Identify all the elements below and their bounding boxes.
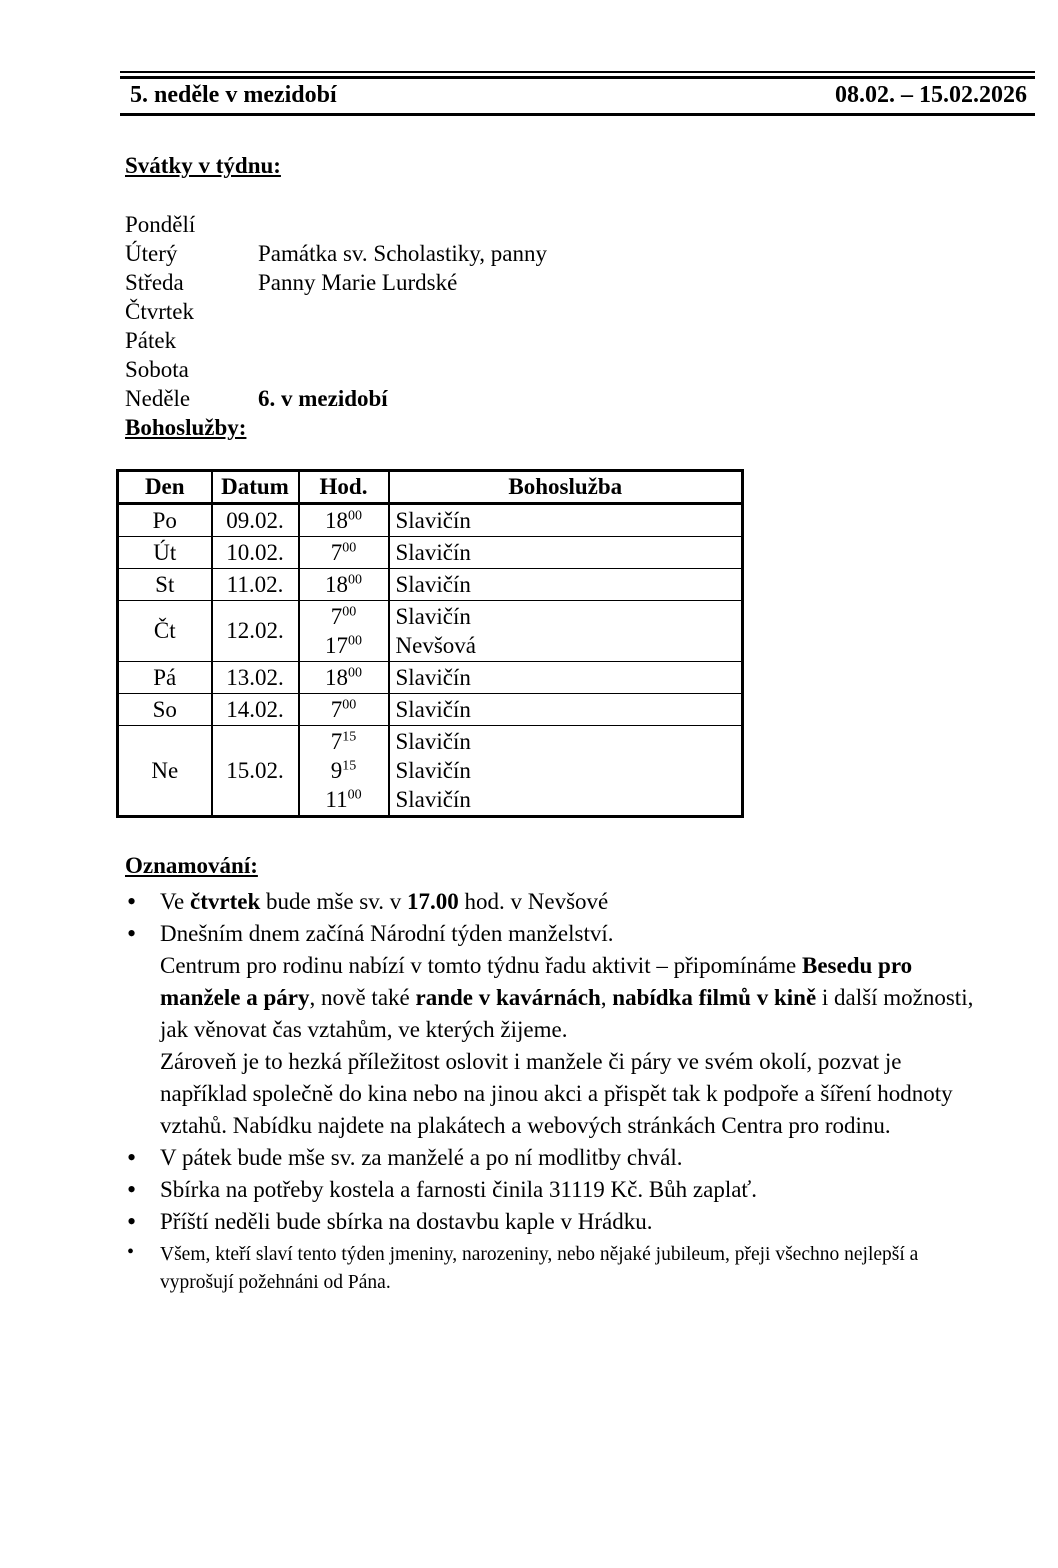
feast-name <box>258 210 983 239</box>
table-header-cell: Datum <box>212 471 299 504</box>
feasts-heading: Svátky v týdnu: <box>125 153 281 178</box>
cell-time <box>299 504 389 537</box>
bullet-icon: • <box>127 1207 137 1236</box>
feast-day-label: Pátek <box>125 328 177 353</box>
document-page <box>0 71 1058 1568</box>
text-run: čtvrtek <box>190 889 261 914</box>
table-header-cell: Bohoslužba <box>389 471 743 504</box>
announcement-item <box>125 1142 983 1174</box>
announcement-item <box>125 886 983 918</box>
announcement-item <box>125 918 983 1142</box>
table-row <box>118 504 743 537</box>
header-row <box>120 76 1035 116</box>
feast-day-label: Sobota <box>125 357 189 382</box>
announcement-paragraph <box>160 1174 983 1206</box>
place-value: Slavičín <box>395 572 471 597</box>
text-run: bude mše sv. v <box>260 889 407 914</box>
table-row <box>118 569 743 601</box>
cell-place <box>389 662 743 694</box>
time-value: $17^{00}$ <box>325 633 362 658</box>
text-run: hod. v Nevšové <box>458 889 609 914</box>
feast-name: 6. v mezidobí <box>258 386 388 411</box>
text-run: i další možnosti, jak věnovat čas vztahům, ve kterých žijeme. <box>160 985 974 1042</box>
place-value: Slavičín <box>395 508 471 533</box>
feast-day-label: Pondělí <box>125 212 196 237</box>
cell-date: 14.02. <box>212 694 299 726</box>
page-title: 5. neděle v mezidobí <box>130 82 337 108</box>
feast-day-label: Neděle <box>125 386 191 411</box>
time-value: $18^{00}$ <box>325 665 362 690</box>
cell-place <box>389 537 743 569</box>
table-header-cell: Hod. <box>299 471 389 504</box>
text-run: Ve <box>160 889 191 914</box>
text-run: Dnešním dnem začíná Národní týden manželství. <box>160 921 614 946</box>
place-value: Slavičín <box>395 787 471 812</box>
time-value: $7^{15}$ <box>330 729 357 754</box>
time-value: $7^{00}$ <box>330 697 357 722</box>
feast-name: Panny Marie Lurdské <box>258 270 458 295</box>
cell-time <box>299 569 389 601</box>
cell-time <box>299 537 389 569</box>
bullet-icon: • <box>127 919 137 948</box>
feast-day-label: Úterý <box>125 241 178 266</box>
table-row <box>118 601 743 662</box>
table-row <box>118 662 743 694</box>
announcement-paragraph <box>160 950 983 1046</box>
place-value: Slavičín <box>395 729 471 754</box>
feast-name <box>258 355 983 384</box>
cell-place <box>389 726 743 817</box>
cell-place <box>389 569 743 601</box>
cell-place <box>389 504 743 537</box>
header-top-rule <box>120 71 1035 73</box>
cell-day: Pá <box>118 662 212 694</box>
announcement-paragraph <box>160 918 983 950</box>
document-header <box>120 71 1035 116</box>
place-value: Slavičín <box>395 697 471 722</box>
place-value: Nevšová <box>395 633 476 658</box>
text-run: Zároveň je to hezká příležitost oslovit i manžele či páry ve svém okolí, pozvat je například společně do kina nebo na jinou akci a přispět tak k podpoře a šíření hodnoty vztahů. Nabídku najdete na plakátech a webových stránkách Centra pro rodinu. <box>160 1049 953 1138</box>
cell-day: Út <box>118 537 212 569</box>
cell-time <box>299 601 389 662</box>
bullet-icon: • <box>127 1143 137 1172</box>
table-header-cell: Den <box>118 471 212 504</box>
feast-row <box>125 326 983 355</box>
announcement-paragraph <box>160 1206 983 1238</box>
time-value: $7^{00}$ <box>330 540 357 565</box>
feast-row <box>125 268 983 297</box>
announcement-item <box>125 1206 983 1238</box>
cell-place <box>389 601 743 662</box>
time-value: $11^{00}$ <box>325 787 362 812</box>
cell-date: 09.02. <box>212 504 299 537</box>
header-date-range: 08.02. – 15.02.2026 <box>835 82 1027 108</box>
services-table <box>116 469 744 818</box>
feast-row <box>125 384 983 413</box>
table-row <box>118 726 743 817</box>
feast-name: Památka sv. Scholastiky, panny <box>258 241 547 266</box>
bullet-icon: • <box>127 887 137 916</box>
cell-date: 15.02. <box>212 726 299 817</box>
feast-name <box>258 326 983 355</box>
time-value: $9^{15}$ <box>330 758 357 783</box>
text-run: Příští neděli bude sbírka na dostavbu kaple v Hrádku. <box>160 1209 653 1234</box>
feast-row <box>125 297 983 326</box>
bullet-icon: • <box>127 1175 137 1204</box>
text-run: Všem, kteří slaví tento týden jmeniny, narozeniny, nebo nějaké jubileum, přeji všechno nejlepší a vyprošují požehnáni od Pána. <box>160 1244 919 1293</box>
cell-place <box>389 694 743 726</box>
table-row <box>118 537 743 569</box>
services-table-head <box>118 471 743 504</box>
feast-row <box>125 239 983 268</box>
text-run: Centrum pro rodinu nabízí v tomto týdnu řadu aktivit – připomínáme <box>160 953 802 978</box>
cell-date: 11.02. <box>212 569 299 601</box>
cell-day: Po <box>118 504 212 537</box>
announcements-heading: Oznamování: <box>125 853 258 878</box>
text-run: Besedu pro manžele a páry <box>160 953 913 1010</box>
cell-day: So <box>118 694 212 726</box>
announcement-paragraph <box>160 1241 983 1297</box>
cell-time <box>299 726 389 817</box>
table-header-row <box>118 471 743 504</box>
text-run: V pátek bude mše sv. za manželé a po ní modlitby chvál. <box>160 1145 683 1170</box>
feast-list <box>125 210 983 413</box>
place-value: Slavičín <box>395 540 471 565</box>
place-value: Slavičín <box>395 758 471 783</box>
feast-day-label: Středa <box>125 270 184 295</box>
announcement-paragraph <box>160 886 983 918</box>
cell-day: St <box>118 569 212 601</box>
feast-row <box>125 355 983 384</box>
text-run: , nově také <box>309 985 416 1010</box>
cell-day: Ne <box>118 726 212 817</box>
cell-time <box>299 662 389 694</box>
announcements-list <box>125 886 983 1297</box>
text-run: , <box>600 985 613 1010</box>
time-value: $18^{00}$ <box>325 572 362 597</box>
cell-time <box>299 694 389 726</box>
feast-name <box>258 297 983 326</box>
text-run: nabídka filmů v kině <box>612 985 817 1010</box>
cell-date: 13.02. <box>212 662 299 694</box>
text-run: rande v kavárnách <box>415 985 601 1010</box>
feasts-section <box>125 152 983 442</box>
services-table-body <box>118 504 743 817</box>
announcement-item <box>125 1238 983 1297</box>
feast-row <box>125 210 983 239</box>
table-row <box>118 694 743 726</box>
announcement-paragraph <box>160 1046 983 1142</box>
feast-day-label: Čtvrtek <box>125 299 194 324</box>
time-value: $18^{00}$ <box>325 508 362 533</box>
bullet-icon: • <box>127 1241 135 1263</box>
time-value: $7^{00}$ <box>330 604 357 629</box>
announcement-paragraph <box>160 1142 983 1174</box>
announcement-item <box>125 1174 983 1206</box>
place-value: Slavičín <box>395 604 471 629</box>
announcements-section <box>125 852 983 1297</box>
cell-day: Čt <box>118 601 212 662</box>
place-value: Slavičín <box>395 665 471 690</box>
cell-date: 10.02. <box>212 537 299 569</box>
text-run: Sbírka na potřeby kostela a farnosti činila 31119 Kč. Bůh zaplať. <box>160 1177 758 1202</box>
text-run: 17.00 <box>407 889 459 914</box>
services-heading: Bohoslužby: <box>125 415 247 440</box>
cell-date: 12.02. <box>212 601 299 662</box>
